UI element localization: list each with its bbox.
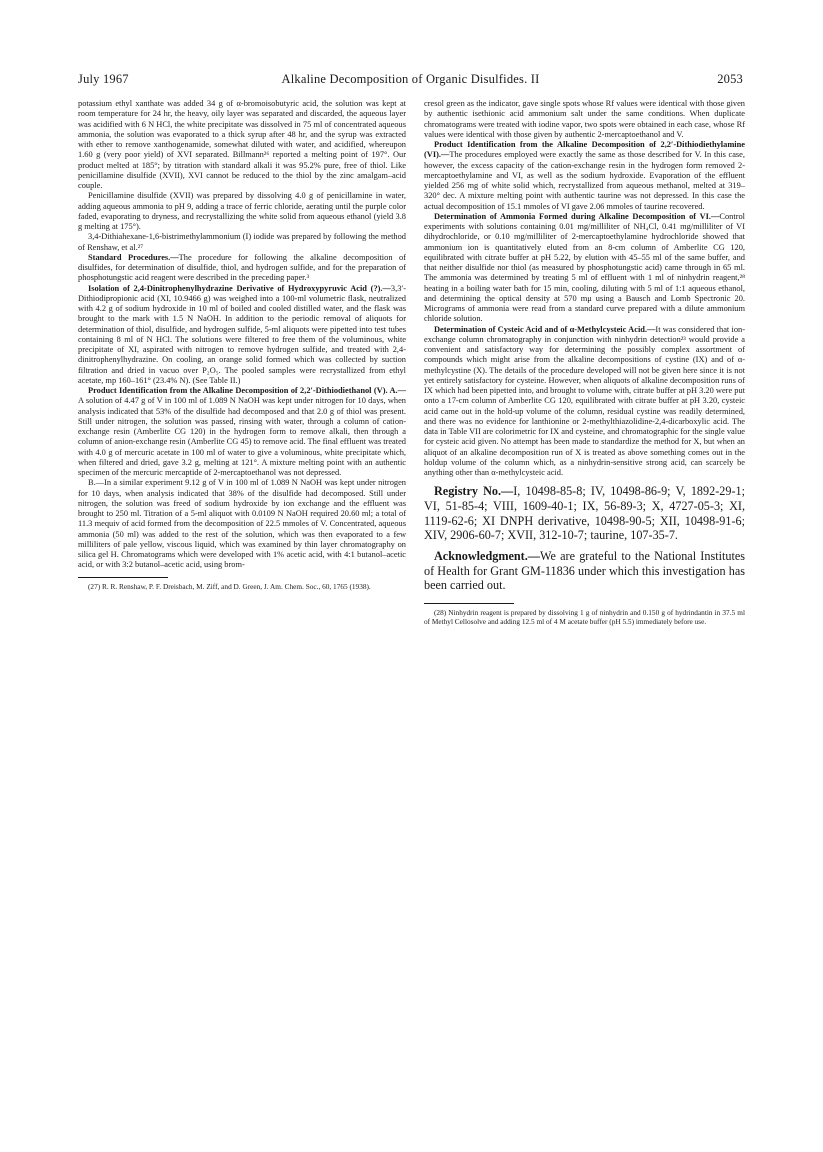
paragraph-dnph-isolation: Isolation of 2,4-Dinitrophenylhydrazine Derivative of Hydroxypyruvic Acid (?).—3,3′-Dithiodipropionic acid (XI, 10.9466 g) was weighed into a 100-ml volumetric flask, neutralized with 4.2 g of sodium hydroxide in 10 ml of boiled and cooled distilled water, and the flask was brought to the mark with 1.5 N NaOH. In addition to the periodic removal of aliquots for determination of thiol, disulfide, and hydrogen sulfide, 5-ml aliquots were pipetted into test tubes containing 8 ml of N HCl. The solutions were filtered to free them of the voluminous, white precipitate of XI, aspirated with nitrogen to remove hydrogen sulfide, and treated with 2,4-dinitrophenylhydrazine. On cooling, an orange solid formed which was collected by suction filtration and dried in vacuo over P₂O₅. The pooled samples were recrystallized from ethyl acetate, mp 160–161° (23.4% N). (See Table II.) [78, 283, 406, 385]
heading-acknowledgment: Acknowledgment.— [434, 549, 540, 564]
heading-product-identification-v: Product Identification from the Alkaline Decomposition of 2,2′-Dithiodiethanol (V). A.— [88, 386, 406, 395]
paragraph-product-identification-v: Product Identification from the Alkaline Decomposition of 2,2′-Dithiodiethanol (V). A.—A solution of 4.47 g of V in 100 ml of 1.089 N NaOH was kept under nitrogen for 10 days, when analysis indicated that 53% of the disulfide had decomposed and that 2.0 g of thiol was present. Still under nitrogen, the solution was passed, rinsing with water, through a column of cation-exchange resin (Amberlite CG 120) in the hydrogen form to remove alkali, then through a column of anion-exchange resin (Amberlite CG 45) to remove acid. The final effluent was treated with 4.0 g of mercuric acetate in 100 ml of water to give a voluminous, white precipitate which, when filtered and dried, gave 3.2 g, melting at 121°. A mixture melting point with an authentic specimen of the mercuric mercaptide of 2-mercaptoethanol was not depressed. [78, 386, 406, 477]
paragraph-acknowledgment: Acknowledgment.—We are grateful to the National Institutes of Health for Grant GM-11836 under which this investigation has been carried out. [424, 549, 745, 593]
footnote-rule [78, 577, 168, 578]
heading-dnph-isolation: Isolation of 2,4-Dinitrophenylhydrazine Derivative of Hydroxypyruvic Acid (?).— [88, 283, 391, 293]
paragraph-cysteic-acid: Determination of Cysteic Acid and of α-Methylcysteic Acid.—It was considered that ion-exchange column chromatography in conjunction with ninhydrin detection²³ would provide a convenient and satisfactory way for determining the possibly complex assortment of compounds which might arise from the alkaline decompositions of cystine (IX) and of α-methylcystine (X). The details of the procedure developed will not be given here since it is not yet entirely satisfactory for cysteine. However, when aliquots of alkaline decomposition runs of IX which had been pipetted into, and brought to volume with, citrate buffer at pH 3.20 were put onto a 17-cm column of Amberlite CG 120, equilibrated with citrate buffer at pH 3.20, cysteic acid came out in the hold-up volume of the column, residual cystine was readily determined, and there was no evidence for lanthionine or 2-methylthiazolidine-2,4-dicarboxylic acid. The data in Table VII are colorimetric for IX and cysteine, and chromatographic for the single value for cysteic acid given. No attempt has been made to standardize the method for X, but when an aliquot of an alkaline decomposition run of X is treated as above something comes out in the holdup volume of the column which, as a ninhydrin-sensitive strong acid, can scarcely be anything other than α-methylcysteic acid. [424, 324, 746, 477]
paragraph-standard-procedures: Standard Procedures.—The procedure for following the alkaline decomposition of disulfides, for determination of disulfide, thiol, and hydrogen sulfide, and for the preparation of phosphotungstic acid reagent were described in the preceding paper.³ [78, 252, 406, 283]
paragraph-experiment-b: B.—In a similar experiment 9.12 g of V in 100 ml of 1.089 N NaOH was kept under nitrogen for 10 days, when analysis indicated that 38% of the disulfide had decomposed. Still under nitrogen, the solution was freed of sodium hydroxide by ion exchange and the effluent was brought to 250 ml. Titration of a 5-ml aliquot with 0.0109 N NaOH required 20.60 ml; a total of 11.3 mequiv of acid formed from the decomposition of 22.5 mmoles of V. Concentrated, aqueous ammonia (50 ml) was added to the rest of the solution, which was then evaporated to a few milliliters of pale yellow, viscous liquid, which was examined by thin layer chromatography on silica gel H. Chromatograms which were developed with 1% acetic acid, with 4:1 butanol–acetic acid, or with 3:2 butanol–acetic acid, using brom- [78, 478, 406, 570]
heading-registry-numbers: Registry No.— [434, 484, 514, 499]
paragraph-chromatography-results: cresol green as the indicator, gave single spots whose Rf values were identical with those given by authentic isethionic acid ammonium salt under the same conditions. When duplicate chromatograms were treated with iodine vapor, two spots were obtained in each case, whose Rf values were identical with those given by authentic 2-mercaptoethanol and V. [424, 99, 745, 139]
heading-cysteic-acid: Determination of Cysteic Acid and of α-Methylcysteic Acid.— [434, 324, 656, 334]
paragraph-penicillamine: Penicillamine disulfide (XVII) was prepared by dissolving 4.0 g of penicillamine in water, adding aqueous ammonia to pH 9, adding a trace of ferric chloride, aerating until the purple color faded, evaporating to dryness, and recrystallizing the white solid from aqueous ethanol (yield 3.8 g melting at 175°). [78, 191, 406, 231]
right-column [424, 99, 745, 626]
heading-standard-procedures: Standard Procedures.— [88, 252, 179, 262]
left-column [78, 99, 406, 591]
footnote-28: (28) Ninhydrin reagent is prepared by dissolving 1 g of ninhydrin and 0.150 g of hydrindantin in 37.5 ml of Methyl Cellosolve and adding 12.5 ml of 4 M acetate buffer (pH 5.5) immediately before use. [424, 608, 745, 627]
paragraph-product-identification-vi: Product Identification from the Alkaline Decomposition of 2,2′-Dithiodiethylamine (VI).—The procedures employed were exactly the same as those described for V. In this case, however, the excess capacity of the cation-exchange resin in the hydrogen form removed 2-mercaptoethylamine and VI, as well as the sodium hydroxide. Evaporation of the effluent yielded 256 mg of white solid which, recrystallized from aqueous methanol, melted at 319–320° dec. A mixture melting point with authentic taurine was not depressed. In this case the actual decomposition of 15.1 mmoles of VI gave 2.06 mmoles of taurine recovered. [424, 140, 745, 211]
running-header [78, 72, 743, 88]
header-title: Alkaline Decomposition of Organic Disulfides. II [281, 72, 540, 86]
footnote-27: (27) R. R. Renshaw, P. F. Dreisbach, M. Ziff, and D. Green, J. Am. Chem. Soc., 60, 1765 (1938). [88, 581, 371, 591]
header-date: July 1967 [78, 72, 129, 86]
paragraph-registry-numbers: Registry No.—I, 10498-85-8; IV, 10498-86-9; V, 1892-29-1; VI, 51-85-4; VIII, 1609-40-1; IX, 56-89-3; X, 4727-05-3; XI, 1119-62-6; XI DNPH derivative, 10498-90-5; XII, 10498-91-6; XIV, 2906-60-7; XVII, 312-10-7; taurine, 107-35-7. [424, 484, 745, 543]
paragraph-bistrimethylammonium: 3,4-Dithiahexane-1,6-bistrimethylammonium (I) iodide was prepared by following the method of Renshaw, et al.²⁷ [78, 232, 406, 252]
heading-product-identification-vi: Product Identification from the Alkaline Decomposition of 2,2′-Dithiodiethylamine (VI).— [424, 140, 745, 160]
heading-ammonia-determination: Determination of Ammonia Formed during Alkaline Decomposition of VI.— [434, 211, 720, 221]
paragraph-xvi-preparation: potassium ethyl xanthate was added 34 g of α-bromoisobutyric acid, the solution was kept at room temperature for 24 hr, the heavy, oily layer was separated and discarded, the aqueous layer was acidified with 6 N HCl, the white precipitate was dissolved in 75 ml of concentrated aqueous ammonia, the solution was evaporated to a thick syrup after 48 hr, and the syrup was extracted with ether to remove xanthogenamide, somewhat diluted with water, and acidified, whereupon 1.60 g (very poor yield) of XVI separated. Billmann²⁶ reported a melting point of 197°. Our product melted at 185°; by titration with standard alkali it was 95.2% pure, free of thiol. Like penicillamine disulfide (XVII), XVI cannot be reduced to the thiol by the zinc amalgam–acid couple. [78, 99, 406, 190]
page-number: 2053 [717, 72, 743, 86]
footnote-rule-right [424, 603, 514, 604]
paragraph-ammonia-determination: Determination of Ammonia Formed during Alkaline Decomposition of VI.—Control experiments with solutions containing 0.01 mg/milliliter of NH₄Cl, 0.41 mg/milliliter of VI dihydrochloride, or 0.10 mg/milliliter of 2-mercaptoethylamine hydrochloride showed that ammonium ion is quantitatively eluted from an 8-cm column of Amberlite CG 120, equilibrated with citrate buffer at pH 5.22, by elution with 45–55 ml of the same buffer, and that neither disulfide nor thiol (as measured by phosphotungstic acid) came through in 65 ml. The ammonia was determined by treating 5 ml of effluent with 1 ml of ninhydrin reagent,²⁸ heating in a boiling water bath for 15 min, cooling, diluting with 5 ml of 1:1 aqueous ethanol, and determining the optical density at 570 mμ using a Bausch and Lomb Spectronic 20. Micrograms of ammonia were read from a standard curve prepared with a dilute ammonium chloride solution. [424, 211, 745, 324]
